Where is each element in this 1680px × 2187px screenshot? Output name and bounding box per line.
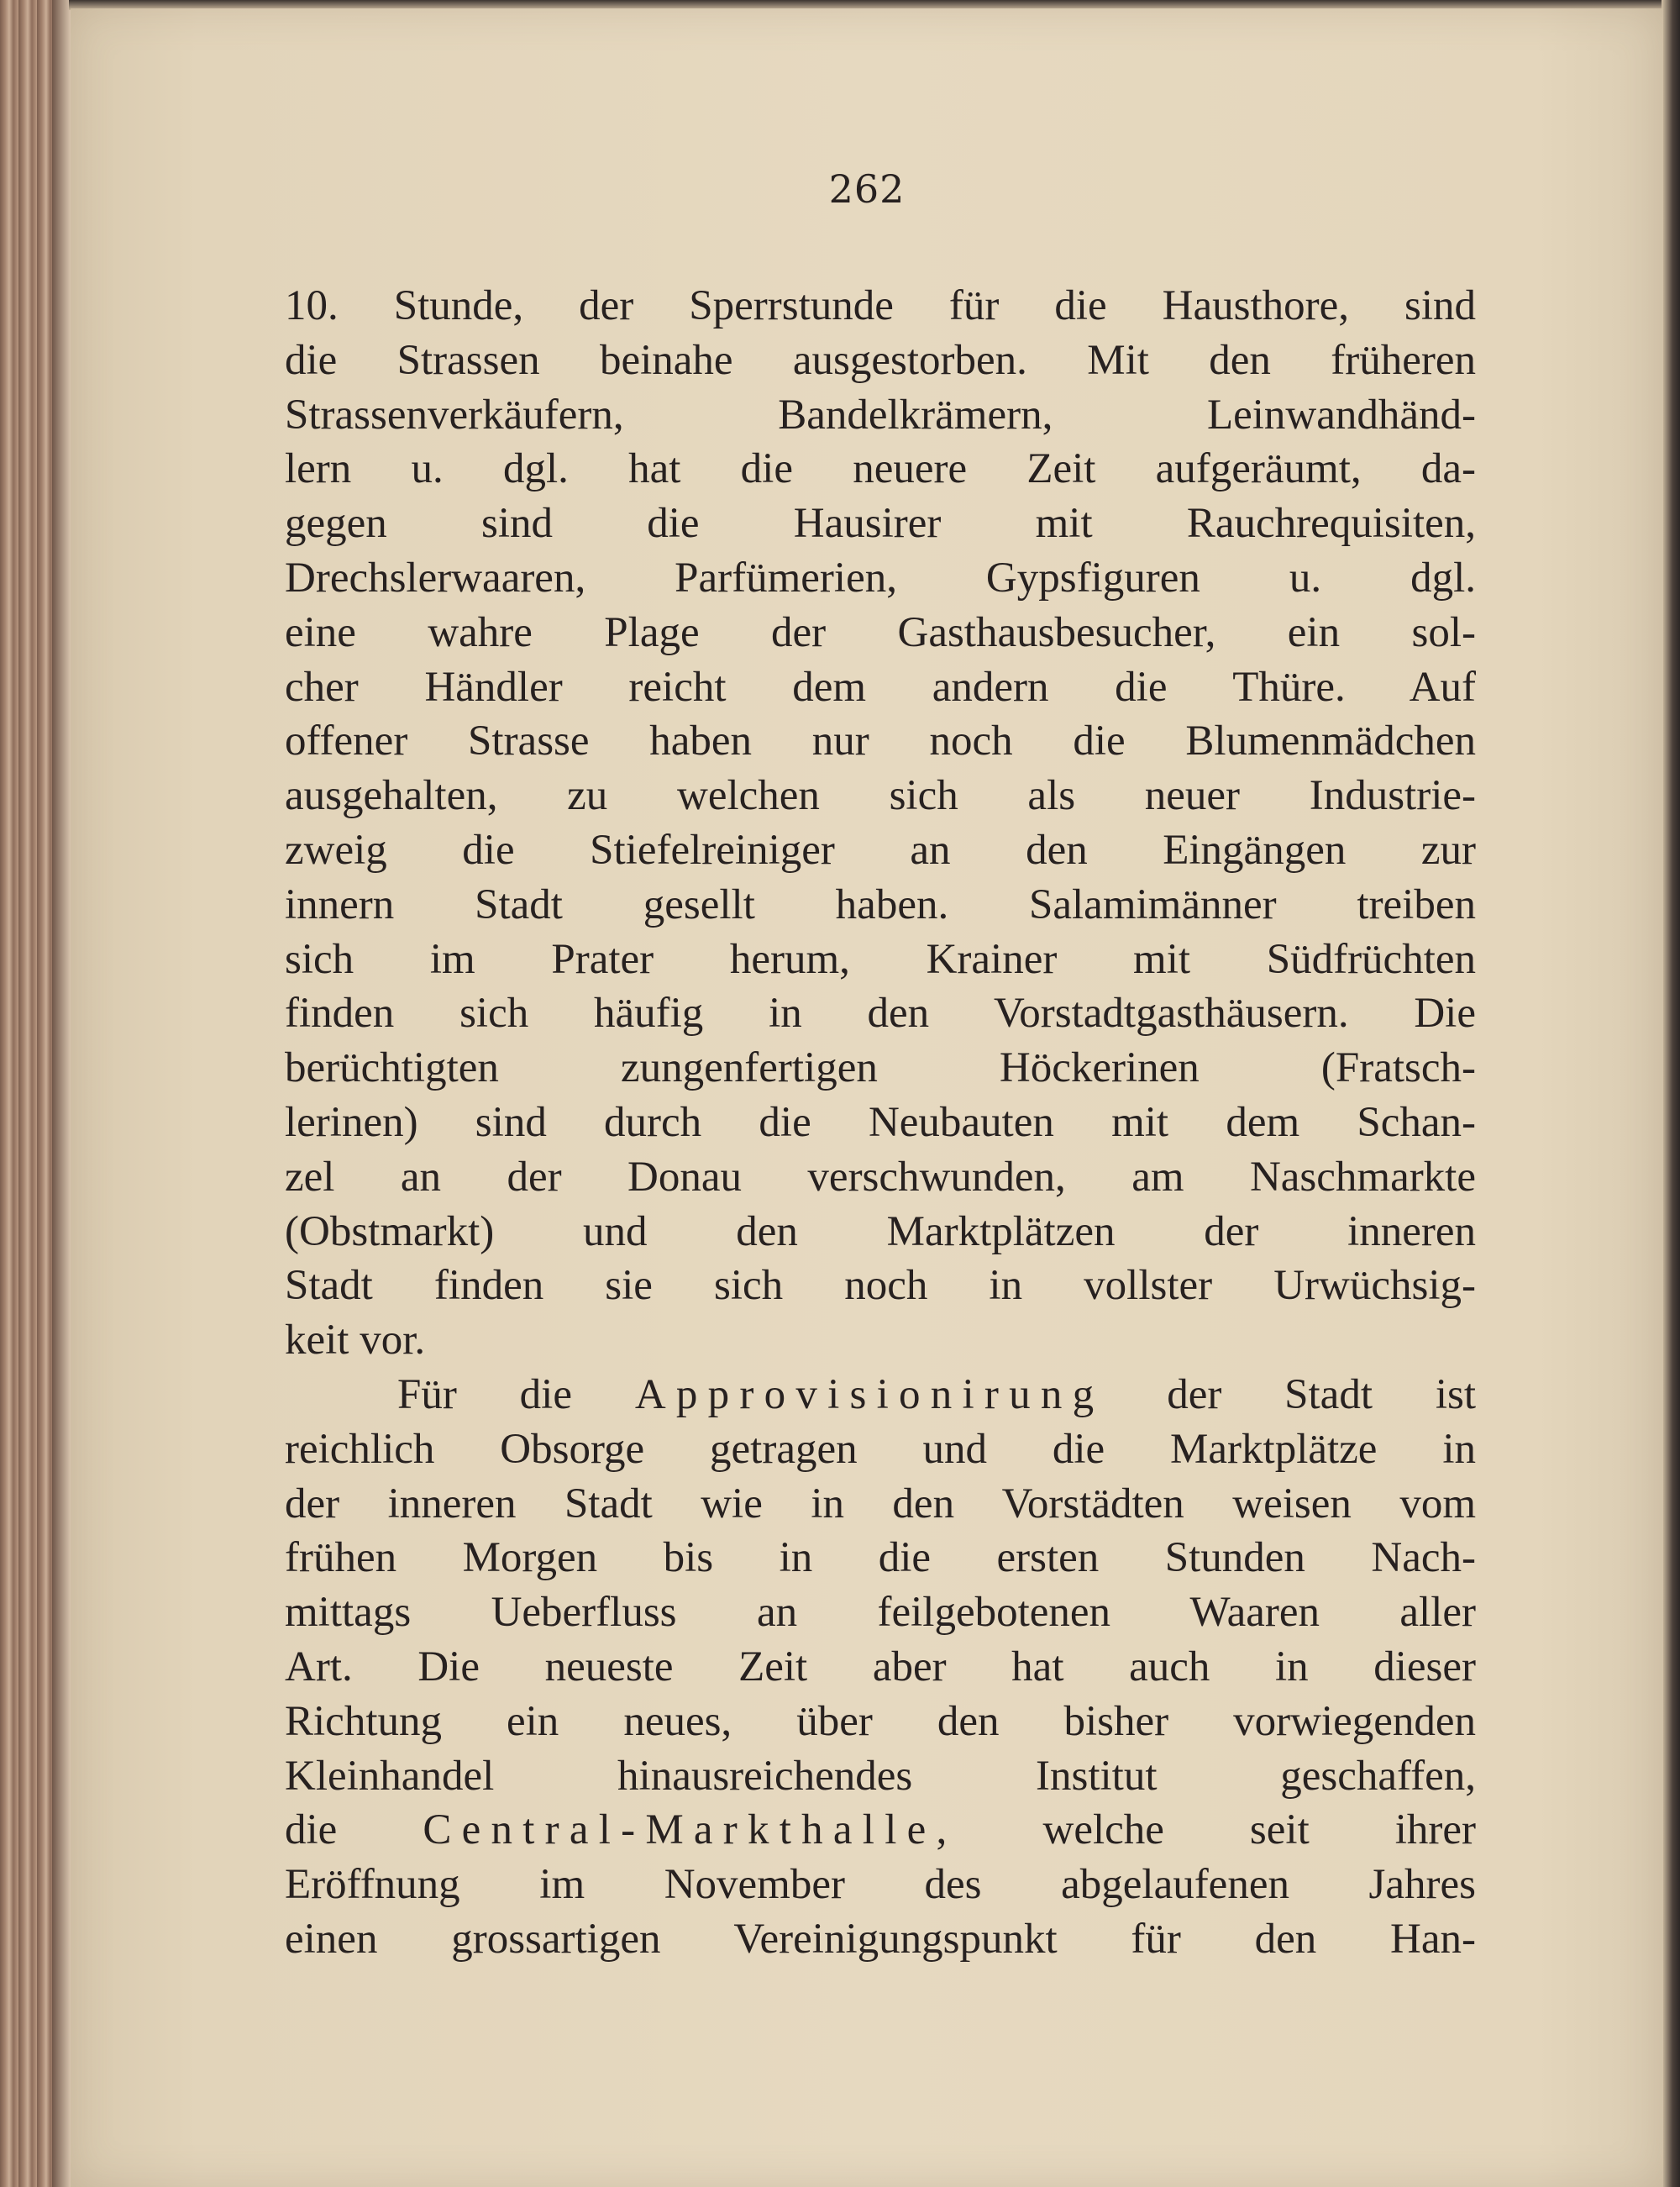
text-line: die Strassen beinahe ausgestorben. Mit den früheren (285, 336, 1476, 384)
text-line: Richtung ein neues, über den bisher vorwiegenden (285, 1697, 1476, 1745)
text-segment: der Stadt ist (1167, 1370, 1477, 1418)
text-line: eine wahre Plage der Gasthausbesucher, ein sol- (285, 608, 1476, 656)
text-line: gegen sind die Hausirer mit Rauchrequisiten, (285, 500, 1476, 548)
text-line (285, 1803, 1476, 1858)
text-line: Art. Die neueste Zeit aber hat auch in dieser (285, 1643, 1476, 1690)
page-number: 262 (828, 166, 906, 212)
text-line: sich im Prater herum, Krainer mit Südfrüchten (285, 935, 1476, 983)
text-line: cher Händler reicht dem andern die Thüre. Auf (285, 663, 1476, 711)
body-text (285, 279, 1476, 1967)
text-line: lern u. dgl. hat die neuere Zeit aufgeräumt, da- (285, 445, 1476, 493)
text-line: ausgehalten, zu welchen sich als neuer Industrie- (285, 772, 1476, 820)
spine-edge (52, 0, 71, 2187)
book-page (71, 8, 1663, 2187)
text-line: einen grossartigen Vereinigungspunkt für den Han- (285, 1915, 1476, 1963)
text-line: Strassenverkäufern, Bandelkrämern, Leinwandhänd- (285, 391, 1476, 439)
text-line: zweig die Stiefelreiniger an den Eingängen zur (285, 826, 1476, 874)
text-line: lerinen) sind durch die Neubauten mit dem Schan- (285, 1098, 1476, 1146)
text-line-paragraph-start (285, 1368, 1476, 1422)
text-line: keit vor. (285, 1317, 426, 1364)
text-line: zel an der Donau verschwunden, am Naschmarkte (285, 1153, 1476, 1201)
text-line: frühen Morgen bis in die ersten Stunden Nach- (285, 1534, 1476, 1582)
right-edge (1662, 0, 1680, 2187)
text-line: reichlich Obsorge getragen und die Marktplätze in (285, 1425, 1476, 1473)
text-segment: die (285, 1806, 338, 1854)
text-line: 10. Stunde, der Sperrstunde für die Hausthore, sind (285, 282, 1476, 329)
text-line: Stadt finden sie sich noch in vollster Urwüchsig- (285, 1262, 1476, 1310)
emphasized-term: Central-Markthalle, (423, 1806, 958, 1854)
text-line: Drechslerwaaren, Parfümerien, Gypsfiguren u. dgl. (285, 554, 1476, 602)
text-line: mittags Ueberfluss an feilgebotenen Waaren aller (285, 1589, 1476, 1637)
text-line: berüchtigten zungenfertigen Höckerinen (Fratsch- (285, 1044, 1476, 1092)
emphasized-term: Approvisionirung (634, 1370, 1105, 1418)
text-line: finden sich häufig in den Vorstadtgasthäusern. Die (285, 990, 1476, 1038)
text-segment: Für die (397, 1370, 572, 1418)
text-line: der inneren Stadt wie in den Vorstädten weisen vom (285, 1480, 1476, 1527)
text-line: innern Stadt gesellt haben. Salamimänner treiben (285, 881, 1476, 928)
text-line: (Obstmarkt) und den Marktplätzen der inneren (285, 1207, 1476, 1255)
text-line: Eröffnung im November des abgelaufenen Jahres (285, 1861, 1476, 1909)
text-line: Kleinhandel hinausreichendes Institut geschaffen, (285, 1752, 1476, 1800)
text-line: offener Strasse haben nur noch die Blumenmädchen (285, 718, 1476, 765)
text-segment: welche seit ihrer (1042, 1806, 1477, 1854)
